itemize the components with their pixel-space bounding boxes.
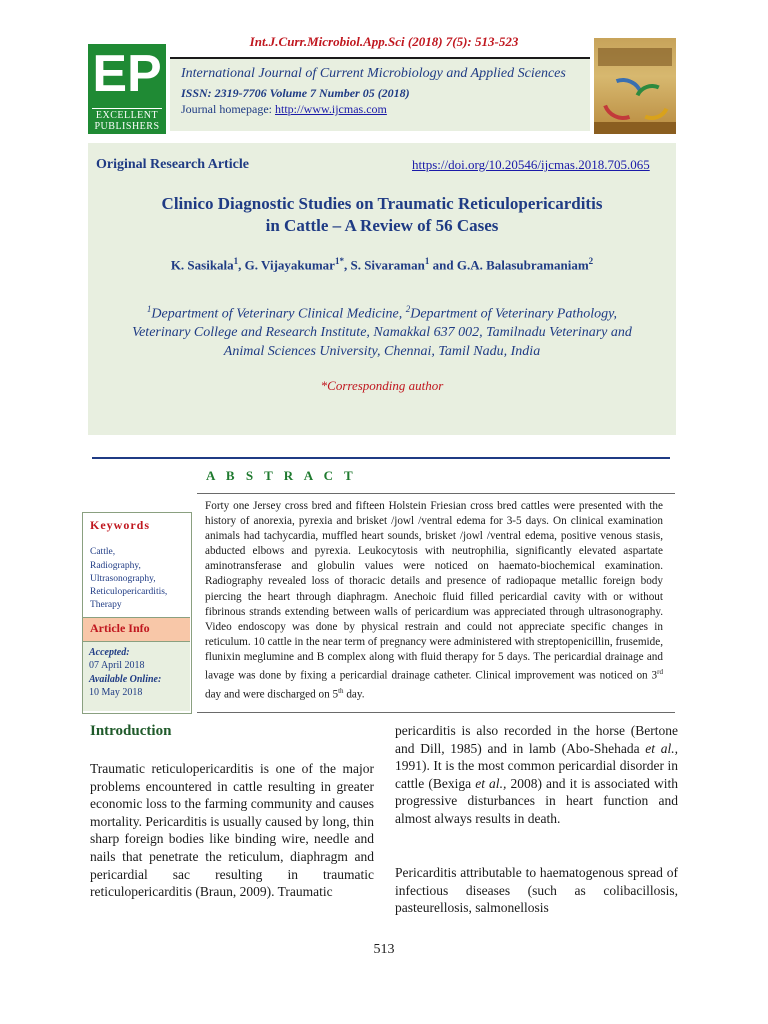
citation-etal: et al., [645,740,678,756]
journal-homepage [181,102,387,117]
publisher-logo [88,44,166,134]
author-separator: , [343,257,351,273]
author-name: G.A. Balasubramaniam [456,257,589,273]
corresponding-author-note: *Corresponding author [320,378,444,393]
author-superscript: 1 [424,256,430,266]
affiliation-line2: Veterinary College and Research Institute, Namakkal 637 002, Tamilnadu Veterinary and [132,325,632,340]
body-paragraph-right-2: Pericarditis attributable to haematogenous spread of infectious diseases (such as colibacillosis, pasteurellosis, salmonellosis [395,865,678,916]
article-type: Original Research Article [96,157,249,172]
author-separator: and [429,257,457,273]
available-online-label: Available Online: [89,674,162,685]
page-number: 513 [373,942,395,957]
affiliation-superscript: 2 [405,304,411,314]
available-online-date: 10 May 2018 [89,687,143,698]
keyword-item: Radiography, [90,561,141,571]
author-name: K. Sasikala [170,257,234,273]
logo-text-line1: EXCELLENT [95,110,159,121]
article-title-line2: in Cattle – A Review of 56 Cases [265,216,499,235]
journal-reference: Int.J.Curr.Microbiol.App.Sci (2018) 7(5): 513-523 [249,34,519,49]
keywords-heading: Keywords [90,518,150,532]
abstract-bottom-rule [197,712,675,713]
affiliation-line1 [88,304,676,323]
header-rule [170,57,590,59]
cover-title-band [598,48,672,66]
body-paragraph-left: Traumatic reticulopericarditis is one of the major problems encountered in cattle resulting in greater economic loss to the farming community and causes mortality. Pericarditis is usually caused by long, thin sharp foreign bodies like binding wire, needle and nails that penetrate the reticulum, diaphragm and pericardial sac resulting in traumatic reticulopericarditis (Braun, 2009). Traumatic [90,761,374,900]
keyword-item: Ultrasonography, [90,574,156,584]
author-name: G. Vijayakumar [244,257,335,273]
author-separator: , [238,257,245,273]
abstract-body-end: day. [343,688,365,701]
logo-divider [92,108,162,109]
citation-etal: et al., [475,775,507,791]
abstract-top-rule [197,493,675,494]
body-paragraph-right-1 [395,722,678,828]
article-title-line1: Clinico Diagnostic Studies on Traumatic Reticulopericarditis [161,194,603,213]
abstract-heading: A B S T R A C T [206,468,357,483]
homepage-label: Journal homepage: [181,102,275,116]
paragraph-text: 2008) and it is associated with progressive disturbances in heart function and almost always results in death. [395,775,678,826]
cover-footer-band [594,122,676,134]
ordinal-superscript: rd [657,668,663,677]
keyword-item: Reticulopericarditis, [90,587,168,597]
keyword-item: Cattle, [90,547,116,557]
paragraph-text: pericarditis is also recorded in the horse (Bertone and Dill, 1985) and in lamb (Abo-Shehada [395,723,678,756]
author-superscript: 1* [334,256,344,266]
affiliation-dept1: Department of Veterinary Clinical Medicine, [151,306,406,322]
logo-letters: EP [92,45,162,103]
keyword-item: Therapy [90,600,122,610]
article-info-heading: Article Info [90,621,150,635]
affiliation-line3: Animal Sciences University, Chennai, Tamil Nadu, India [223,344,541,359]
author-superscript: 1 [233,256,239,266]
paragraph-text: 1991). It is the most common pericardial disorder in cattle (Bexiga [395,758,678,791]
accepted-label: Accepted: [89,647,130,658]
journal-name: International Journal of Current Microbiology and Applied Sciences [181,66,566,81]
ordinal-superscript: th [338,686,344,695]
accepted-date: 07 April 2018 [89,660,145,671]
abstract-text [205,499,663,703]
introduction-heading: Introduction [90,723,172,739]
author-superscript: 2 [588,256,594,266]
doi-link[interactable]: https://doi.org/10.20546/ijcmas.2018.705.065 [412,157,650,172]
affiliation-dept2: Department of Veterinary Pathology, [410,306,618,322]
journal-cover-image [594,38,676,134]
abstract-body: Forty one Jersey cross bred and fifteen Holstein Friesian cross bred cattles were presented with the history of anorexia, pyrexia and brisket /jowl /ventral edema for 3-5 days. On clinical examination animals had tachycardia, muffled heart sounds, brisket /jowl /ventral edema, positive venous stasis, abducted elbows and pyrexia. Leukocytosis with neutrophilia, significantly elevated aspartate aminotransferase and globulin values were noticed on haemato-biochemical examination. Radiography revealed loss of thoracic details and presence of radiopaque metallic foreign body piercing the heart through diaphragm. Anechoic fluid filled pericardial cavity with or without fibrinous strands extending between walls of pericardium was appreciated through ultrasonography. Video endoscopy was done by physical restrain and could not appreciate specific changes in reticulum. 10 cattle in the near term of pregnancy were administered with streptopenicillin, frusemide, flunixin meglumine and B complex along with fluid therapy for 5 days. The pericardial drainage and lavage was done by fixing a pericardial drainage catheter. Clinical improvement was noticed on 3 [205,500,663,682]
logo-text-line2: PUBLISHERS [94,121,160,132]
author-name: S. Sivaraman [350,257,425,273]
author-list [88,256,676,273]
homepage-link[interactable]: http://www.ijcmas.com [274,102,387,116]
abstract-body-continued: day and were discharged on 5 [205,688,339,701]
affiliation-superscript: 1 [146,304,152,314]
section-divider [92,457,670,459]
issn-volume-line: ISSN: 2319-7706 Volume 7 Number 05 (2018) [181,86,410,100]
